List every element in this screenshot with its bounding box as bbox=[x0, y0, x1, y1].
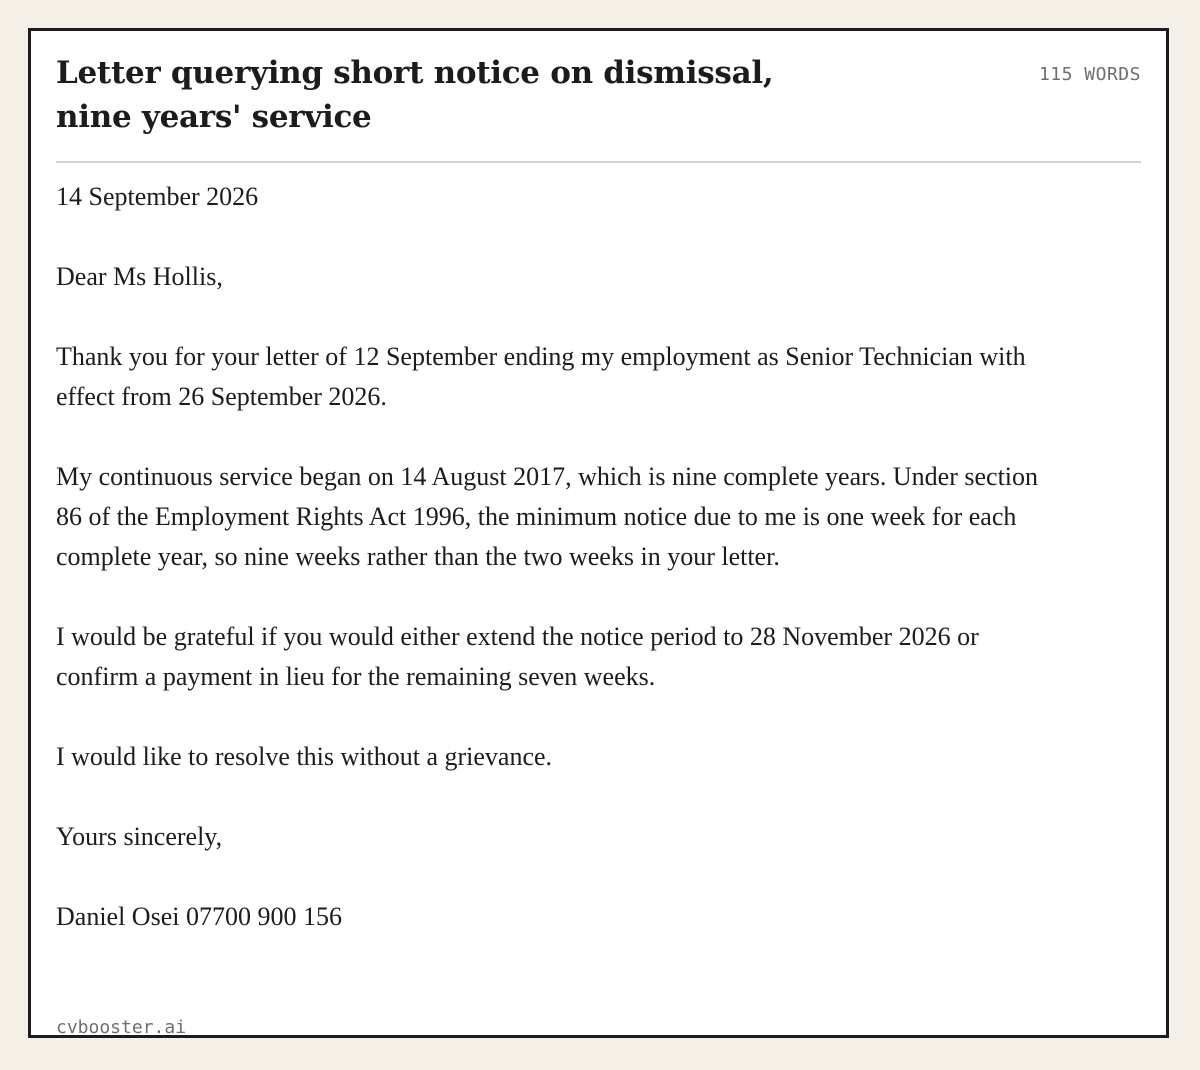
letter-date: 14 September 2026 bbox=[56, 182, 259, 211]
letter-body bbox=[56, 177, 1056, 937]
brand-footer: cvbooster.ai bbox=[56, 1017, 187, 1038]
letter-paragraph: I would like to resolve this without a grievance. bbox=[56, 742, 553, 771]
letter-card bbox=[28, 28, 1169, 1038]
letter-header bbox=[56, 51, 1141, 163]
word-count-badge: 115 WORDS bbox=[1038, 64, 1141, 85]
letter-paragraph: My continuous service began on 14 August 2017, which is nine complete years. Under section 86 of the Employment Rights Act 1996, the minimum notice due to me is one week for each complete year, so nine weeks rather than the two weeks in your letter. bbox=[56, 462, 1039, 571]
letter-title: Letter querying short notice on dismissal, nine years' service bbox=[56, 55, 774, 135]
letter-signature: Daniel Osei 07700 900 156 bbox=[56, 902, 342, 931]
letter-paragraph: Thank you for your letter of 12 September ending my employment as Senior Technician with effect from 26 September 2026. bbox=[56, 342, 1026, 411]
letter-closing: Yours sincerely, bbox=[56, 822, 223, 851]
letter-paragraph: I would be grateful if you would either extend the notice period to 28 November 2026 or confirm a payment in lieu for the remaining seven weeks. bbox=[56, 622, 979, 691]
letter-salutation: Dear Ms Hollis, bbox=[56, 262, 223, 291]
